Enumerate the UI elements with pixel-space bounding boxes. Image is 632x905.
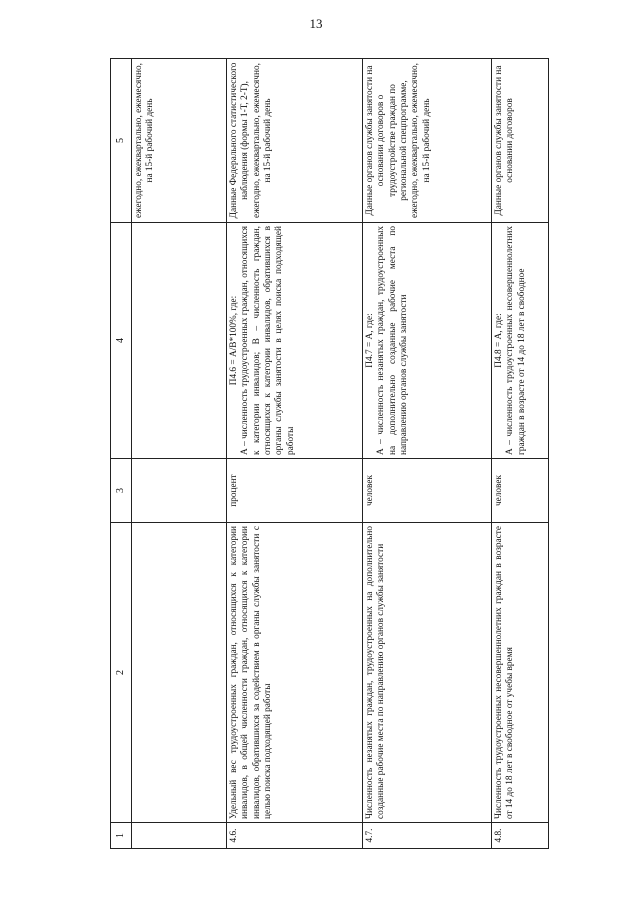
indicator-name: Удельный вес трудоустроенных граждан, относящихся к категории инвалидов, в общей численности граждан, относящихся к категории инвалидов, обратившихся за содействием в органы службы занятости с целью поиска подходящей работы xyxy=(227,523,363,823)
indicator-formula-description: А – численность трудоустроенных несовершеннолетних граждан в возрасте от 14 до 18 лет в свободное xyxy=(505,226,527,455)
table-row xyxy=(132,59,227,849)
indicator-unit: человек xyxy=(492,459,549,523)
indicator-formula-cell xyxy=(227,223,363,459)
row-number xyxy=(132,823,227,849)
row-number: 4.7. xyxy=(363,823,492,849)
indicator-name xyxy=(132,523,227,823)
indicator-unit: человек xyxy=(363,459,492,523)
indicator-name: Численность трудоустроенных несовершеннолетних граждан в возрасте от 14 до 18 лет в свободное от учебы время xyxy=(492,523,549,823)
header-cell-5: 5 xyxy=(111,59,132,223)
header-cell-1: 1 xyxy=(111,823,132,849)
table-header-row xyxy=(111,59,132,849)
indicator-name: Численность незанятых граждан, трудоустроенных на дополнительно созданные рабочие места по направлению органов службы занятости xyxy=(363,523,492,823)
indicator-source: Данные Федерального статистического наблюдения (формы 1-Т, 2-Т), ежегодно, ежеквартально, ежемесячно, на 15-й рабочий день xyxy=(227,59,363,223)
indicator-formula: П4.7 = А, где: xyxy=(365,313,375,368)
row-number: 4.6. xyxy=(227,823,363,849)
indicator-source: Данные органов службы занятости на основании договоров о трудоустройстве граждан по региональной спецпрограмме, ежегодно, ежеквартально, ежемесячно, на 15-й рабочий день xyxy=(363,59,492,223)
table-row xyxy=(227,59,363,849)
header-cell-4: 4 xyxy=(111,223,132,459)
indicators-table xyxy=(110,58,549,849)
indicator-formula-cell xyxy=(363,223,492,459)
row-number: 4.8. xyxy=(492,823,549,849)
indicator-formula-cell xyxy=(132,223,227,459)
indicator-formula-cell xyxy=(492,223,549,459)
indicator-formula: П4.8 = А, где: xyxy=(494,313,504,368)
table-row xyxy=(492,59,549,849)
indicator-unit xyxy=(132,459,227,523)
indicator-unit: процент xyxy=(227,459,363,523)
table-row xyxy=(363,59,492,849)
indicator-formula-description: А – численность трудоустроенных граждан, относящихся к категории инвалидов; В – численность граждан, относящихся к категории инвалидов, обратившихся в органы службы занятости в целях поиска подходящей работы xyxy=(240,226,296,455)
rotated-table-container xyxy=(110,59,528,849)
page-number: 13 xyxy=(309,16,323,31)
indicator-formula-description: А – численность незанятых граждан, трудоустроенных на дополнительно созданные рабочие места по направлению органов службы занятости xyxy=(376,226,409,455)
header-cell-2: 2 xyxy=(111,523,132,823)
indicator-source: Данные органов службы занятости на основании договоров xyxy=(492,59,549,223)
indicator-source: ежегодно, ежеквартально, ежемесячно, на 15-й рабочий день xyxy=(132,59,227,223)
header-cell-3: 3 xyxy=(111,459,132,523)
indicator-formula: П4.6 = А/В*100%, где: xyxy=(229,295,239,386)
